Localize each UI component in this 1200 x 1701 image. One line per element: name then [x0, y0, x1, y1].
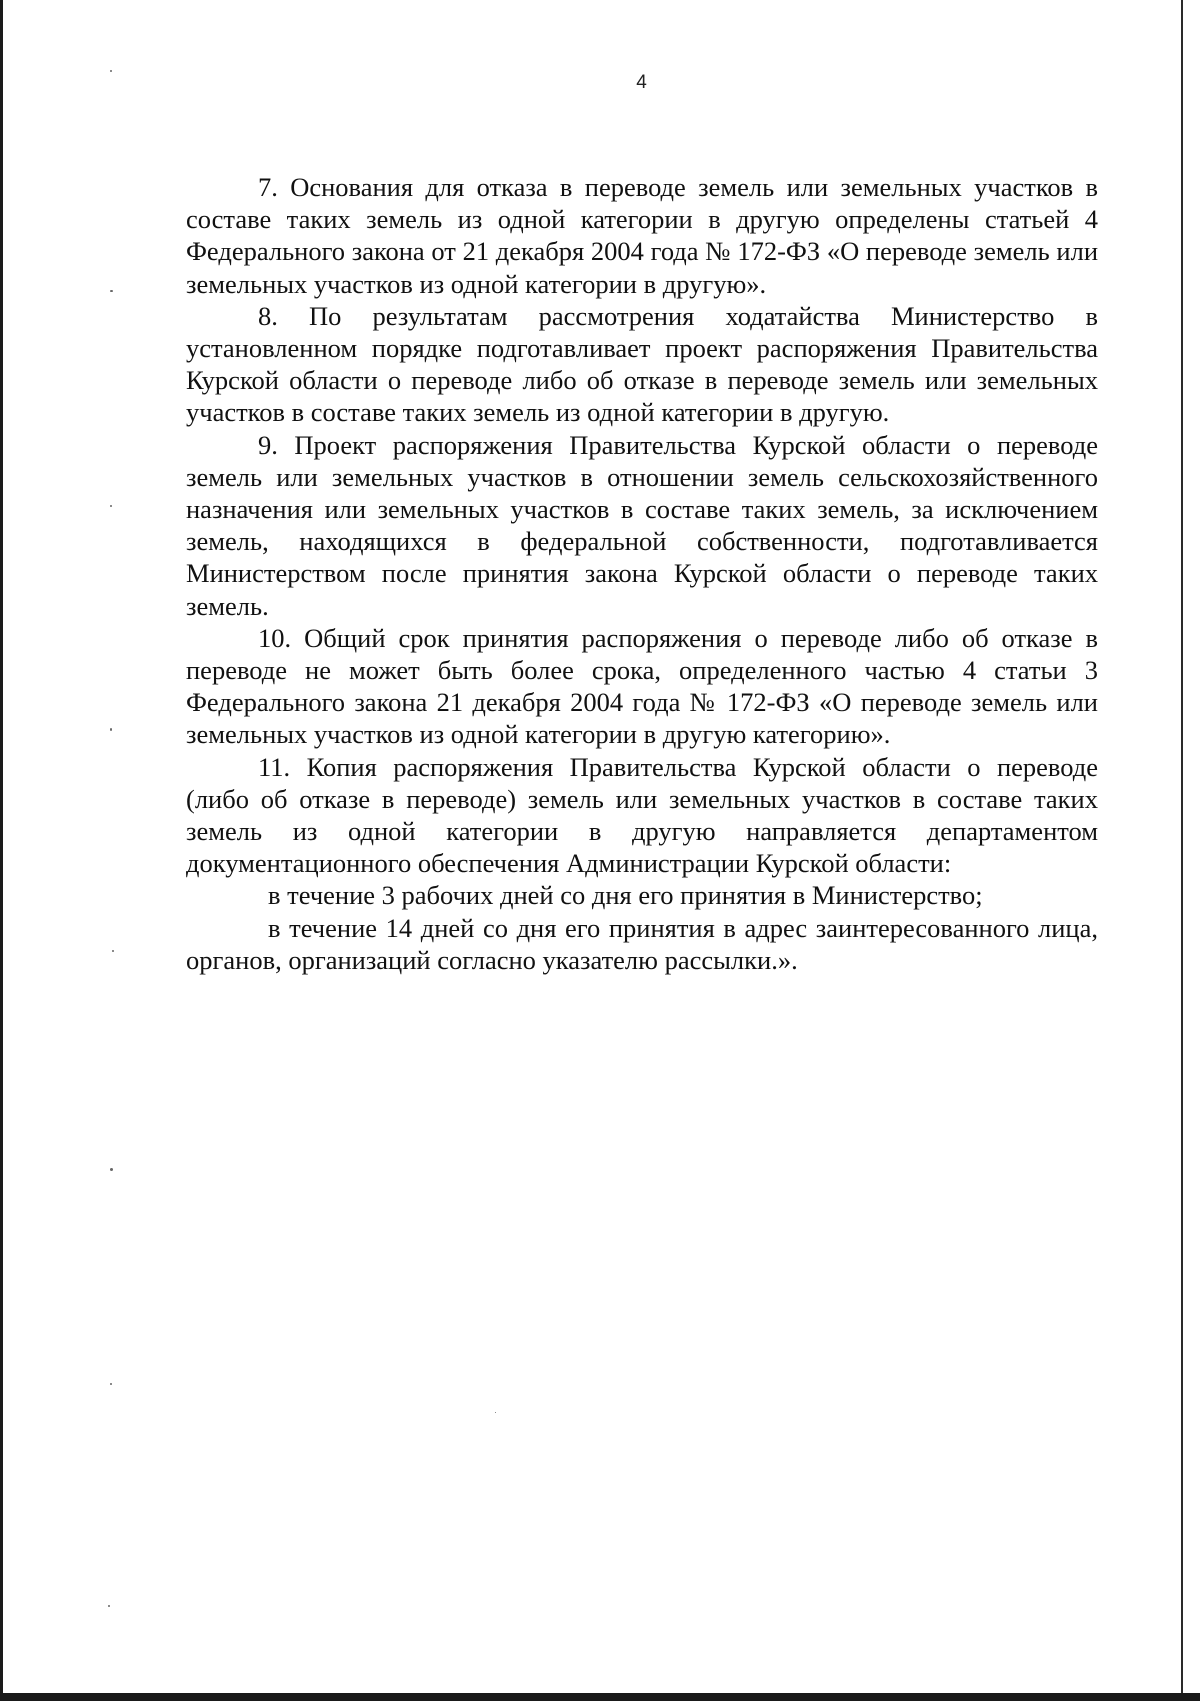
scan-speck	[112, 950, 114, 952]
scan-speck	[110, 1383, 112, 1385]
paragraph-7: 7. Основания для отказа в переводе земель или земельных участков в составе таких земель из одной категории в другую определены статьей 4 Федерального закона от 21 декабря 2004 года № 172-ФЗ «О переводе земель или земельных участков из одной категории в другую».	[186, 172, 1098, 299]
scan-speck	[110, 290, 113, 292]
paragraph-9: 9. Проект распоряжения Правительства Курской области о переводе земель или земельных участков в отношении земель сельскохозяйственного назначения или земельных участков в составе таких земель, за исключением земель, находящихся в федеральной собственности, подготавливается Министерством после принятия закона Курской области о переводе таких земель.	[186, 429, 1098, 621]
scan-speck	[110, 1168, 113, 1171]
scan-border-bottom	[0, 1693, 1200, 1701]
document-body	[186, 171, 1098, 976]
paragraph-11: 11. Копия распоряжения Правительства Курской области о переводе (либо об отказе в переводе) земель или земельных участков в составе таких земель из одной категории в другую направляется департаментом документационного обеспечения Администрации Курской области:	[186, 751, 1098, 879]
paragraph-8: 8. По результатам рассмотрения ходатайства Министерство в установленном порядке подготавливает проект распоряжения Правительства Курской области о переводе либо об отказе в переводе земель или земельных участков в составе таких земель из одной категории в другую.	[186, 300, 1098, 428]
page-number: 4	[636, 72, 647, 93]
scan-border-left	[0, 0, 3, 1701]
scan-border-right	[1181, 0, 1183, 1701]
scan-speck	[108, 1605, 110, 1607]
scan-speck	[110, 728, 112, 731]
scan-speck	[110, 505, 112, 507]
recipient-item-applicant: в течение 14 дней со дня его принятия в адрес заинтересованного лица, органов, организаций согласно указателю рассылки.».	[186, 912, 1098, 975]
paragraph-10: 10. Общий срок принятия распоряжения о переводе либо об отказе в переводе не может быть более срока, определенного частью 4 статьи 3 Федерального закона 21 декабря 2004 года № 172-ФЗ «О переводе земель или земельных участков из одной категории в другую категорию».	[186, 622, 1098, 750]
scan-speck	[495, 1412, 496, 1413]
recipient-item-ministry: в течение 3 рабочих дней со дня его принятия в Министерство;	[268, 880, 983, 911]
